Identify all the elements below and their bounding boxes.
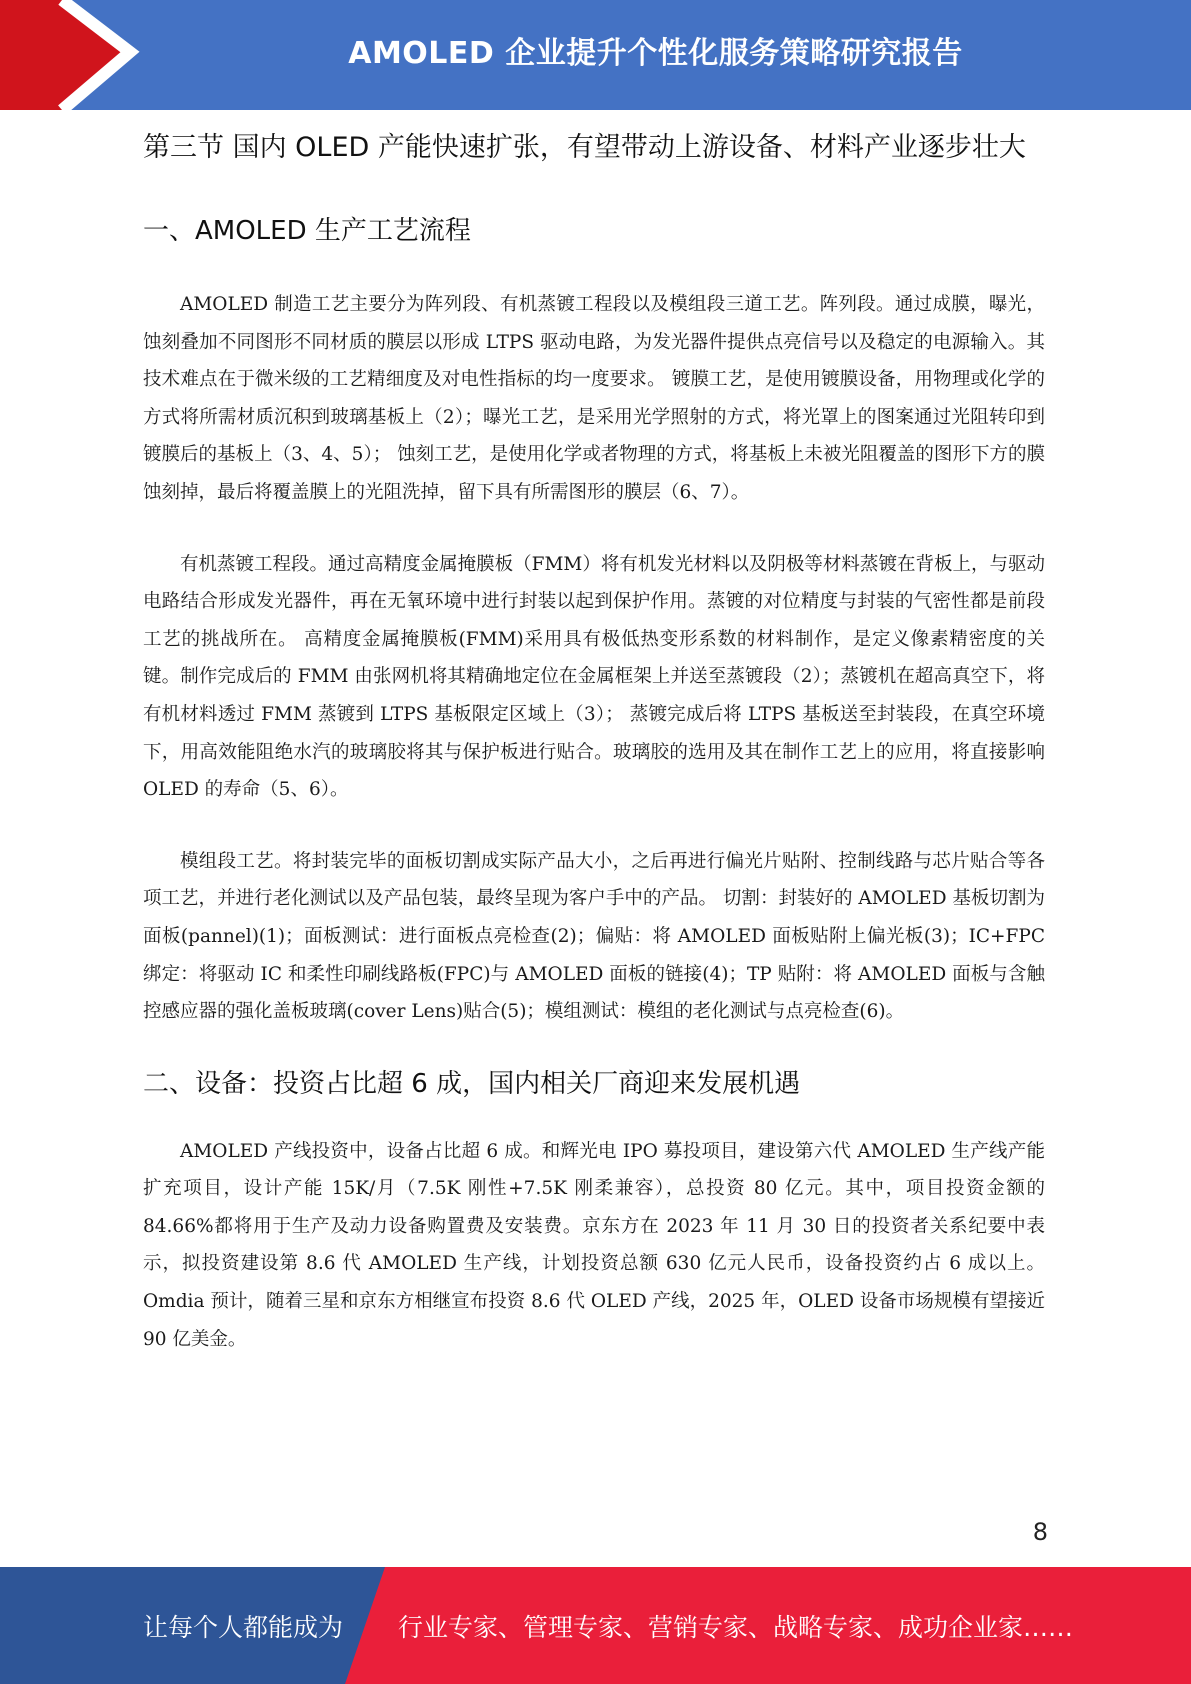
section-title: 第三节 国内 OLED 产能快速扩张，有望带动上游设备、材料产业逐步壮大 [143, 132, 1026, 163]
page-content [143, 128, 1045, 1392]
footer-slogan-right: 行业专家、管理专家、营销专家、战略专家、成功企业家…… [398, 1612, 1074, 1642]
footer-slogan-left: 让每个人都能成为 [143, 1612, 344, 1642]
page-header [0, 0, 1191, 110]
paragraph-module-process: 模组段工艺。将封装完毕的面板切割成实际产品大小，之后再进行偏光片贴附、控制线路与芯片贴合等各项工艺，并进行老化测试以及产品包装，最终呈现为客户手中的产品。 切割：封装好的 AMOLED 基板切割为面板(pannel)(1)；面板测试：进行面板点亮检查(2)；偏贴：将 AMOLED 面板贴附上偏光板(3)；IC+FPC 绑定：将驱动 IC 和柔性印刷线路板(FPC)与 AMOLED 面板的链接(4)；TP 贴附：将 AMOLED 面板与含触控感应器的强化盖板玻璃(cover Lens)贴合(5)；模组测试：模组的老化测试与点亮检查(6)。 [143, 850, 1045, 1023]
paragraph-equipment-investment: AMOLED 产线投资中，设备占比超 6 成。和辉光电 IPO 募投项目，建设第六代 AMOLED 生产线产能扩充项目，设计产能 15K/月（7.5K 刚性+7.5K 刚柔兼容），总投资 80 亿元。其中，项目投资金额的 84.66%都将用于生产及动力设备购置费及安装费。京东方在 2023 年 11 月 30 日的投资者关系纪要中表示，拟投资建设第 8.6 代 AMOLED 生产线，计划投资总额 630 亿元人民币，设备投资约占 6 成以上。Omdia 预计，随着三星和京东方相继宣布投资 8.6 代 OLED 产线，2025 年，OLED 设备市场规模有望接近 90 亿美金。 [143, 1140, 1045, 1350]
page-footer [0, 1567, 1191, 1684]
report-title: AMOLED 企业提升个性化服务策略研究报告 [348, 36, 963, 71]
heading-equipment-investment: 二、设备：投资占比超 6 成，国内相关厂商迎来发展机遇 [143, 1068, 801, 1099]
header-arrow-decoration [0, 0, 160, 110]
heading-production-process: 一、AMOLED 生产工艺流程 [143, 216, 471, 246]
paragraph-evaporation-process: 有机蒸镀工程段。通过高精度金属掩膜板（FMM）将有机发光材料以及阴极等材料蒸镀在背板上，与驱动电路结合形成发光器件，再在无氧环境中进行封装以起到保护作用。蒸镀的对位精度与封装的气密性都是前段工艺的挑战所在。 高精度金属掩膜板(FMM)采用具有极低热变形系数的材料制作，是定义像素精密度的关键。制作完成后的 FMM 由张网机将其精确地定位在金属框架上并送至蒸镀段（2）；蒸镀机在超高真空下，将有机材料透过 FMM 蒸镀到 LTPS 基板限定区域上（3）； 蒸镀完成后将 LTPS 基板送至封装段，在真空环境下，用高效能阻绝水汽的玻璃胶将其与保护板进行贴合。玻璃胶的选用及其在制作工艺上的应用，将直接影响 OLED 的寿命（5、6）。 [143, 553, 1045, 801]
page-number: 8 [1032, 1518, 1048, 1546]
paragraph-array-process: AMOLED 制造工艺主要分为阵列段、有机蒸镀工程段以及模组段三道工艺。阵列段。通过成膜，曝光，蚀刻叠加不同图形不同材质的膜层以形成 LTPS 驱动电路，为发光器件提供点亮信号以及稳定的电源输入。其技术难点在于微米级的工艺精细度及对电性指标的均一度要求。 镀膜工艺，是使用镀膜设备，用物理或化学的方式将所需材质沉积到玻璃基板上（2）；曝光工艺，是采用光学照射的方式，将光罩上的图案通过光阻转印到镀膜后的基板上（3、4、5）； 蚀刻工艺，是使用化学或者物理的方式，将基板上未被光阻覆盖的图形下方的膜蚀刻掉，最后将覆盖膜上的光阻洗掉，留下具有所需图形的膜层（6、7）。 [143, 294, 1045, 503]
